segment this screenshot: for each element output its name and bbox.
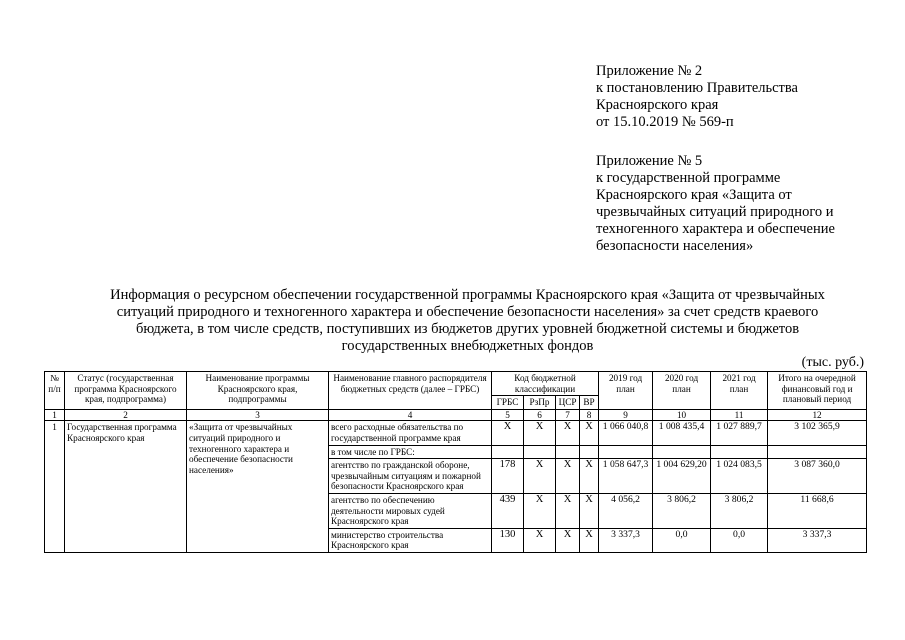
column-number-row [45, 409, 867, 421]
row-rzpr: X [524, 528, 556, 552]
column-number: 5 [492, 409, 524, 421]
row-2020: 1 004 629,20 [653, 459, 711, 494]
row-total [768, 445, 867, 459]
row-csr: X [556, 421, 580, 445]
row-rzpr [524, 445, 556, 459]
title-line: ситуаций природного и техногенного характера и обеспечение безопасности населения» за счет средств краевого [116, 304, 819, 320]
row-grbs-name: в том числе по ГРБС: [329, 445, 492, 459]
appendix-line: Красноярского края [596, 97, 719, 113]
title-line: Информация о ресурсном обеспечении государственной программы Красноярского края «Защита от чрезвычайных [110, 287, 825, 303]
row-2019 [599, 445, 653, 459]
column-number: 4 [329, 409, 492, 421]
row-2021: 1 024 083,5 [711, 459, 768, 494]
column-number: 9 [599, 409, 653, 421]
row-2019: 1 058 647,3 [599, 459, 653, 494]
table-row [45, 421, 867, 445]
appendix-line: к постановлению Правительства [596, 80, 798, 96]
row-vr: X [580, 459, 599, 494]
row-2020: 0,0 [653, 528, 711, 552]
appendix-line: к государственной программе [596, 170, 781, 186]
row-total: 11 668,6 [768, 493, 867, 528]
row-vr: X [580, 528, 599, 552]
row-grbs-code [492, 445, 524, 459]
row-2021: 3 806,2 [711, 493, 768, 528]
appendix-line: техногенного характера и обеспечение [596, 221, 835, 237]
row-status: Государственная программа Красноярского края [65, 421, 187, 553]
appendix-line: безопасности населения» [596, 238, 754, 254]
row-csr: X [556, 459, 580, 494]
row-csr [556, 445, 580, 459]
row-rzpr: X [524, 459, 556, 494]
resource-table [44, 371, 867, 553]
appendix-line: Красноярского края «Защита от [596, 187, 792, 203]
row-csr: X [556, 493, 580, 528]
row-grbs-name: агентство по гражданской обороне, чрезвычайным ситуациям и пожарной безопасности Красноярского края [329, 459, 492, 494]
units-label: (тыс. руб.) [801, 355, 864, 370]
column-number: 10 [653, 409, 711, 421]
header-total: Итого на очередной финансовый год и плановый период [768, 372, 867, 410]
row-grbs-code: X [492, 421, 524, 445]
row-grbs-name: всего расходные обязательства по государственной программе края [329, 421, 492, 445]
row-vr: X [580, 421, 599, 445]
header-vr: ВР [580, 396, 599, 410]
header-num: № п/п [45, 372, 65, 410]
row-total: 3 337,3 [768, 528, 867, 552]
column-number: 8 [580, 409, 599, 421]
row-total: 3 102 365,9 [768, 421, 867, 445]
appendix-line: Приложение № 5 [596, 153, 703, 169]
header-2021: 2021 год план [711, 372, 768, 410]
column-number: 12 [768, 409, 867, 421]
document-title [60, 287, 875, 355]
column-number: 2 [65, 409, 187, 421]
row-grbs-code: 178 [492, 459, 524, 494]
row-vr: X [580, 493, 599, 528]
column-number: 6 [524, 409, 556, 421]
row-2021: 0,0 [711, 528, 768, 552]
header-2020: 2020 год план [653, 372, 711, 410]
appendix-line: от 15.10.2019 № 569-п [596, 114, 734, 130]
row-2019: 3 337,3 [599, 528, 653, 552]
row-2020 [653, 445, 711, 459]
row-rzpr: X [524, 421, 556, 445]
appendix-5-header [596, 153, 835, 255]
header-status: Статус (государственная программа Красноярского края, подпрограмма) [65, 372, 187, 410]
row-rzpr: X [524, 493, 556, 528]
row-grbs-code: 130 [492, 528, 524, 552]
header-grbs-name: Наименование главного распорядителя бюджетных средств (далее – ГРБС) [329, 372, 492, 410]
row-vr [580, 445, 599, 459]
row-2020: 1 008 435,4 [653, 421, 711, 445]
appendix-line: Приложение № 2 [596, 63, 703, 79]
column-number: 3 [187, 409, 329, 421]
header-2019: 2019 год план [599, 372, 653, 410]
row-total: 3 087 360,0 [768, 459, 867, 494]
column-number: 11 [711, 409, 768, 421]
row-2021 [711, 445, 768, 459]
appendix-2-header [596, 63, 798, 131]
header-rzpr: РзПр [524, 396, 556, 410]
header-grbs: ГРБС [492, 396, 524, 410]
row-csr: X [556, 528, 580, 552]
header-csr: ЦСР [556, 396, 580, 410]
row-grbs-name: агентство по обеспечению деятельности мировых судей Красноярского края [329, 493, 492, 528]
header-row [45, 372, 867, 396]
row-2019: 1 066 040,8 [599, 421, 653, 445]
row-2019: 4 056,2 [599, 493, 653, 528]
column-number: 1 [45, 409, 65, 421]
row-2021: 1 027 889,7 [711, 421, 768, 445]
row-program-name: «Защита от чрезвычайных ситуаций природного и техногенного характера и обеспечение безопасности населения» [187, 421, 329, 553]
row-grbs-code: 439 [492, 493, 524, 528]
row-grbs-name: министерство строительства Красноярского края [329, 528, 492, 552]
row-number: 1 [45, 421, 65, 553]
column-number: 7 [556, 409, 580, 421]
title-line: бюджета, в том числе средств, поступивших из бюджетов других уровней бюджетной системы и бюджетов [135, 321, 800, 337]
row-2020: 3 806,2 [653, 493, 711, 528]
header-code-group: Код бюджетной классификации [492, 372, 599, 396]
title-line: государственных внебюджетных фондов [341, 338, 594, 354]
header-program-name: Наименование программы Красноярского края, подпрограммы [187, 372, 329, 410]
appendix-line: чрезвычайных ситуаций природного и [596, 204, 834, 220]
